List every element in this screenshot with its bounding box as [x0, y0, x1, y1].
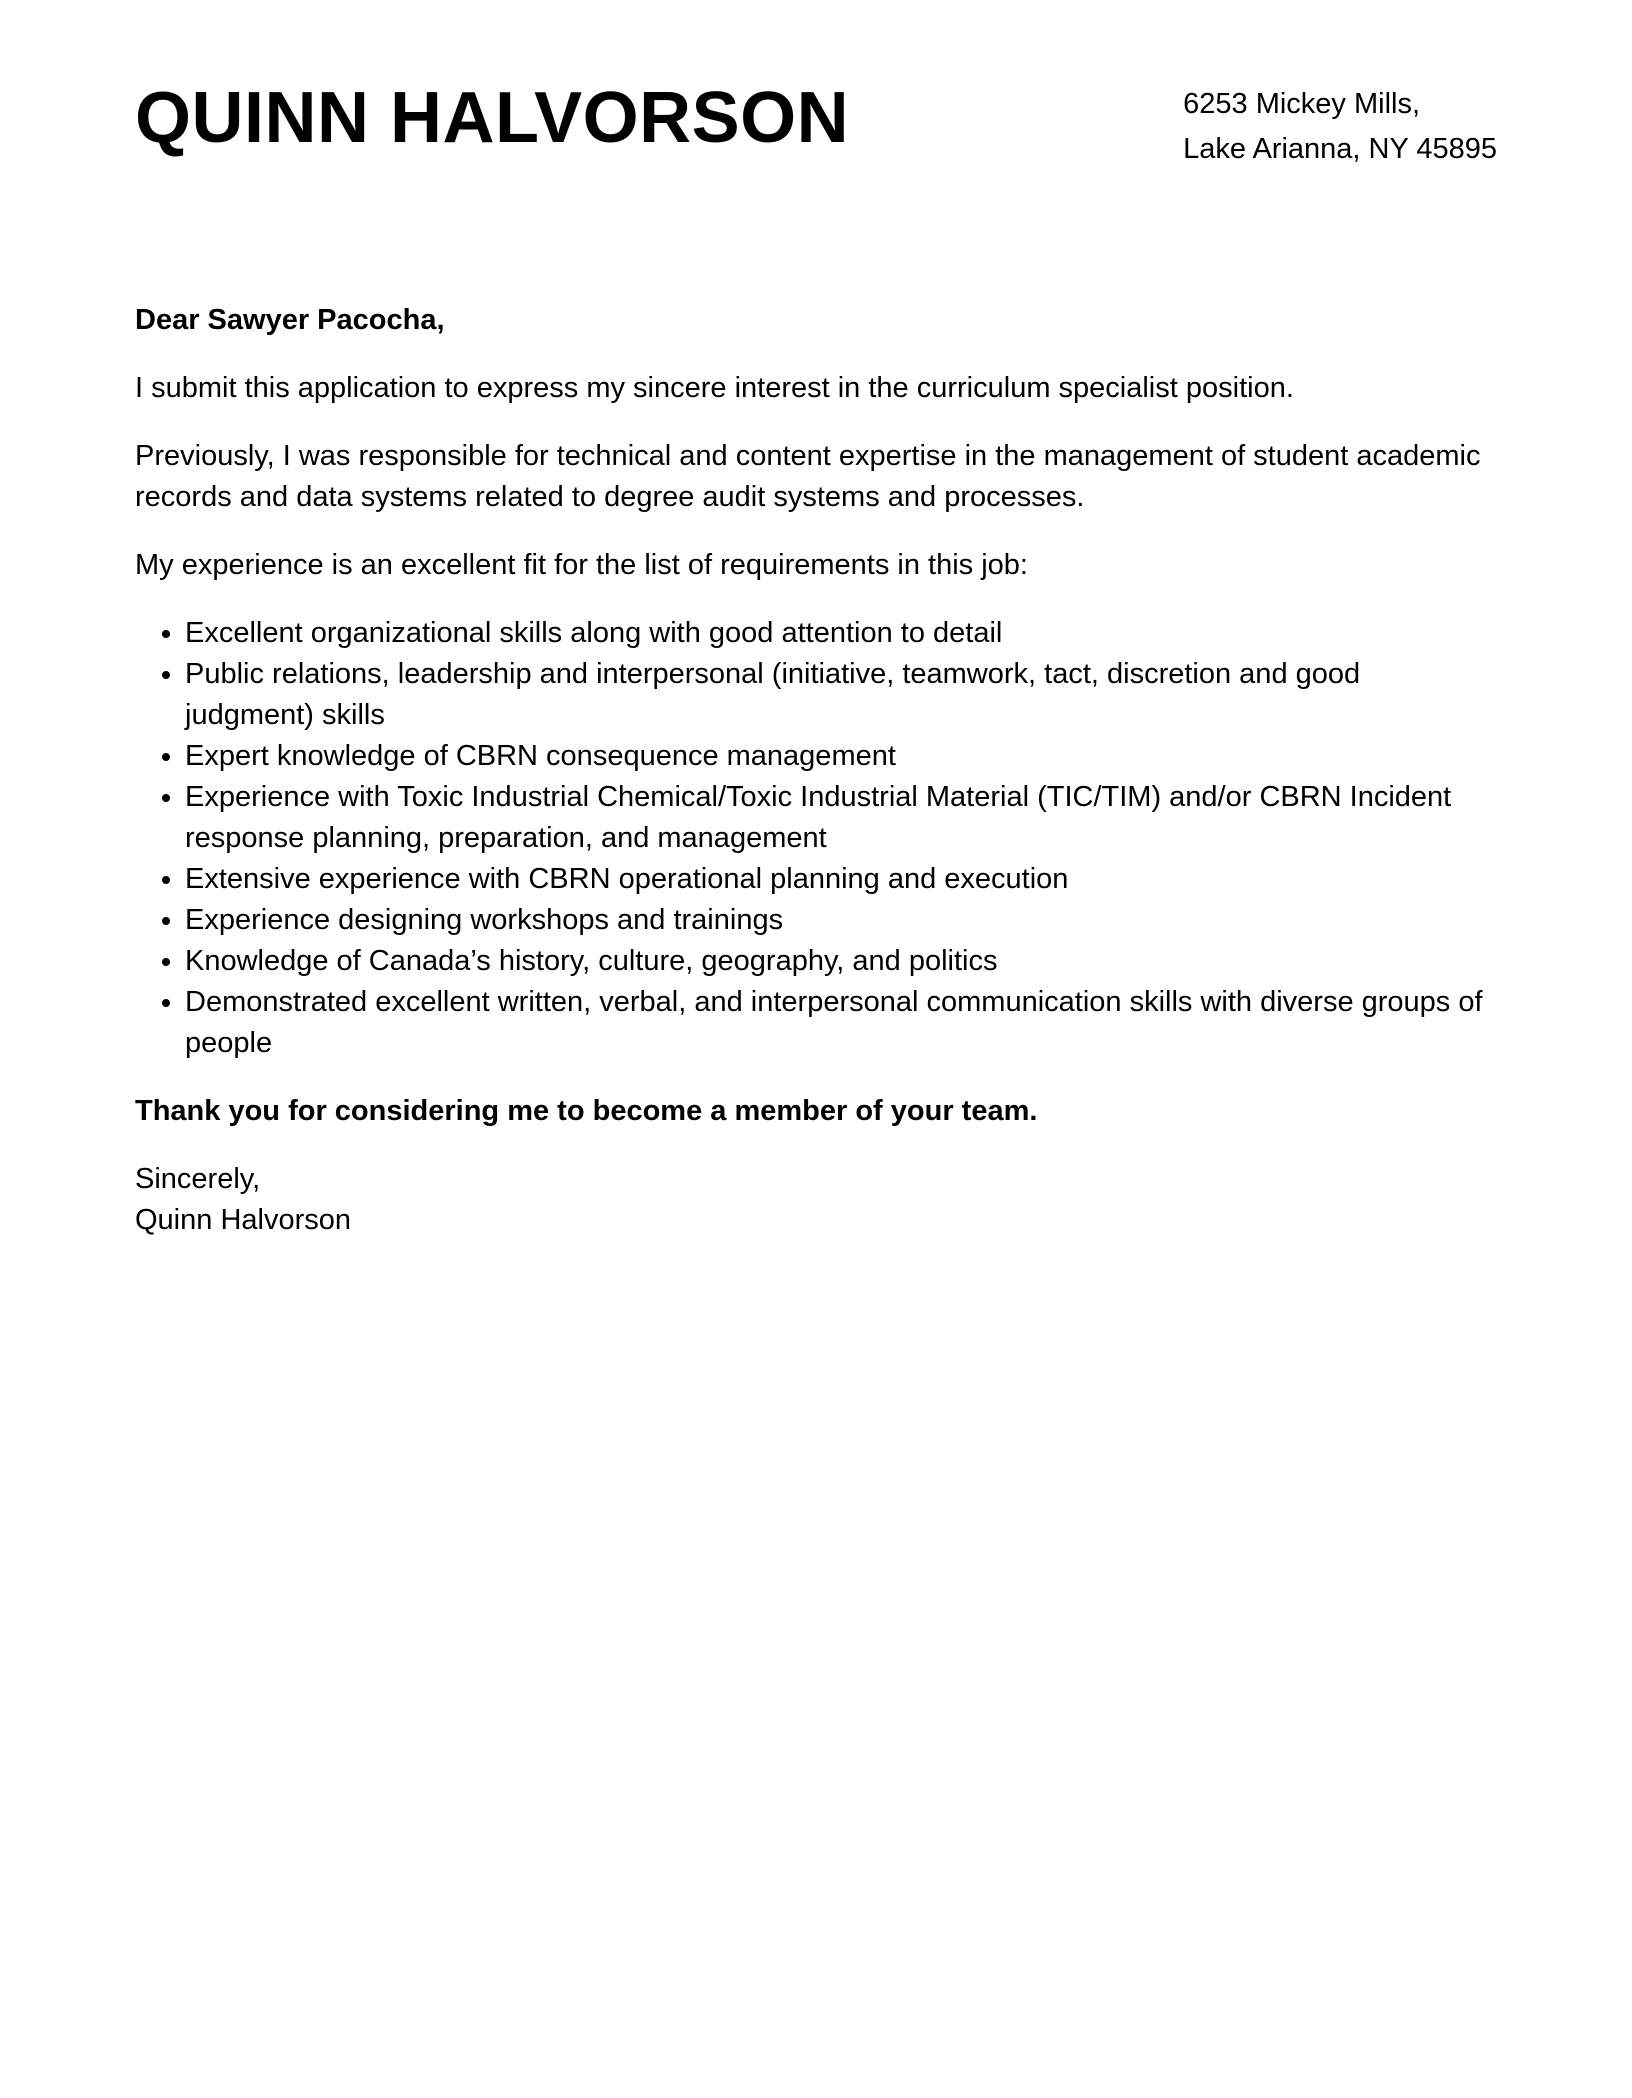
closing-paragraph: Thank you for considering me to become a member of your team. [135, 1095, 1038, 1127]
address-line-2: Lake Arianna, NY 45895 [1183, 133, 1497, 165]
signoff-block [135, 1159, 1497, 1241]
requirement-item: • Public relations, leadership and interpersonal (initiative, teamwork, tact, discretion and good judgment) skills [185, 654, 1497, 736]
requirement-item: • Demonstrated excellent written, verbal, and interpersonal communication skills with diverse groups of people [185, 982, 1497, 1064]
greeting: Dear Sawyer Pacocha, [135, 304, 445, 336]
requirement-item: • Excellent organizational skills along with good attention to detail [185, 613, 1497, 654]
address-line-1: 6253 Mickey Mills, [1183, 88, 1421, 120]
requirement-item: • Knowledge of Canada’s history, culture, geography, and politics [185, 941, 1497, 982]
letter-body [135, 300, 1497, 1241]
intro-paragraph: I submit this application to express my sincere interest in the curriculum specialist position. [135, 372, 1294, 404]
requirement-item: • Experience with Toxic Industrial Chemical/Toxic Industrial Material (TIC/TIM) and/or CBRN Incident response planning, preparation, and management [185, 777, 1497, 859]
experience-paragraph: Previously, I was responsible for technical and content expertise in the management of student academic records and data systems related to degree audit systems and processes. [135, 440, 1481, 513]
signature-name: Quinn Halvorson [135, 1204, 351, 1236]
requirement-item: • Extensive experience with CBRN operational planning and execution [185, 859, 1497, 900]
requirement-item: • Experience designing workshops and trainings [185, 900, 1497, 941]
requirements-list [135, 613, 1497, 1064]
applicant-address [1183, 82, 1497, 172]
requirement-item: • Expert knowledge of CBRN consequence management [185, 736, 1497, 777]
letter-header [135, 78, 1497, 172]
fit-paragraph: My experience is an excellent fit for the list of requirements in this job: [135, 549, 1028, 581]
applicant-name: QUINN HALVORSON [135, 78, 850, 158]
signoff: Sincerely, [135, 1163, 261, 1195]
